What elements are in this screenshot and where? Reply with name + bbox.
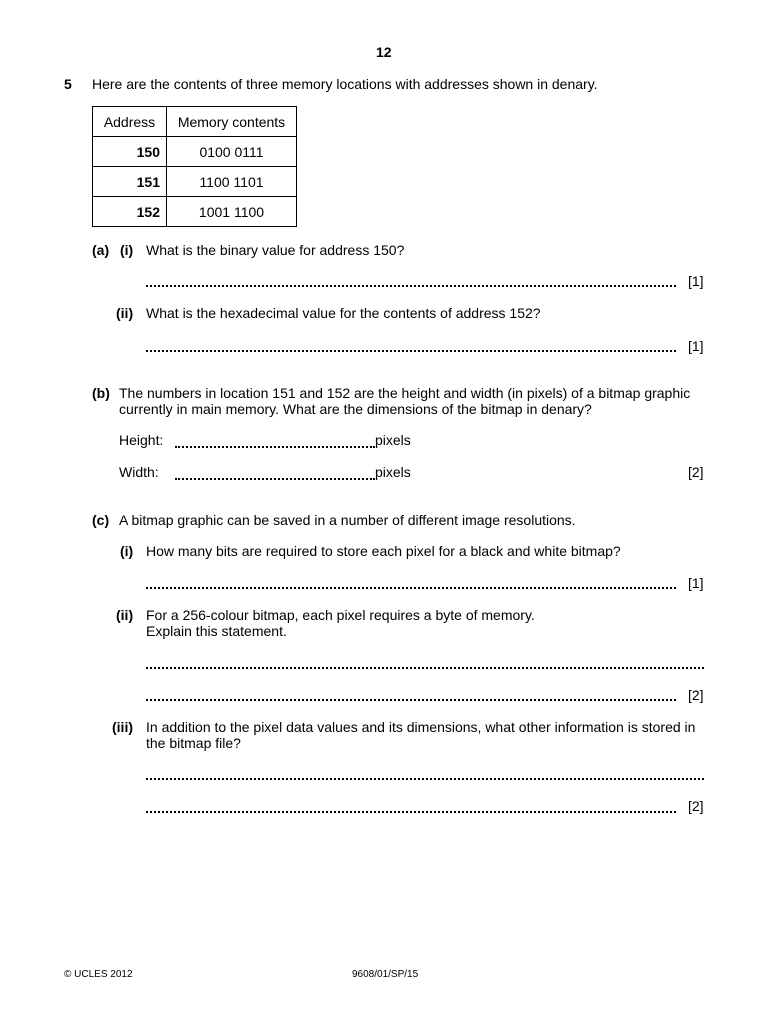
- address-cell: 151: [93, 167, 167, 197]
- answer-line-c-ii-1[interactable]: [146, 667, 704, 669]
- part-a-i-label: (i): [120, 242, 134, 258]
- part-c-ii-line1: For a 256-colour bitmap, each pixel requires a byte of memory.: [146, 607, 535, 623]
- marks-a-i: [1]: [688, 273, 704, 289]
- answer-line-c-iii-2[interactable]: [146, 811, 676, 813]
- part-a-ii-label: (ii): [116, 305, 134, 321]
- part-c-ii-label: (ii): [116, 607, 134, 623]
- table-header-row: [93, 107, 297, 137]
- part-b-text-line2: currently in main memory. What are the dimensions of the bitmap in denary?: [119, 401, 592, 417]
- part-c-i-label: (i): [120, 543, 134, 559]
- part-a-label: (a): [92, 242, 110, 258]
- footer-paper-code: 9608/01/SP/15: [352, 969, 419, 980]
- part-c-text: A bitmap graphic can be saved in a number of different image resolutions.: [119, 512, 576, 528]
- height-answer-line[interactable]: [175, 446, 375, 448]
- answer-line-c-i[interactable]: [146, 587, 676, 589]
- question-number: 5: [64, 76, 72, 92]
- part-c-iii-label: (iii): [112, 719, 133, 735]
- part-a-ii-question: What is the hexadecimal value for the contents of address 152?: [146, 305, 541, 321]
- marks-a-ii: [1]: [688, 338, 704, 354]
- address-cell: 152: [93, 197, 167, 227]
- answer-line-c-iii-1[interactable]: [146, 778, 704, 780]
- marks-c-iii: [2]: [688, 798, 704, 814]
- part-a-i-question: What is the binary value for address 150?: [146, 242, 405, 258]
- answer-line-a-ii[interactable]: [146, 350, 676, 352]
- marks-b: [2]: [688, 464, 704, 480]
- height-label: Height:: [119, 432, 164, 448]
- part-b-text-line1: The numbers in location 151 and 152 are the height and width (in pixels) of a bitmap graphic: [119, 385, 691, 401]
- part-c-i-question: How many bits are required to store each pixel for a black and white bitmap?: [146, 543, 621, 559]
- width-unit: pixels: [375, 464, 411, 480]
- table-row: [93, 137, 297, 167]
- answer-line-c-ii-2[interactable]: [146, 699, 676, 701]
- height-unit: pixels: [375, 432, 411, 448]
- contents-cell: 0100 0111: [167, 137, 297, 167]
- memory-table: [92, 106, 297, 227]
- answer-line-a-i[interactable]: [146, 285, 676, 287]
- column-header-memory-contents: Memory contents: [167, 107, 297, 137]
- part-c-iii-line2: the bitmap file?: [146, 735, 241, 751]
- question-intro: Here are the contents of three memory locations with addresses shown in denary.: [92, 76, 598, 92]
- marks-c-ii: [2]: [688, 687, 704, 703]
- part-c-iii-line1: In addition to the pixel data values and its dimensions, what other information is stored in: [146, 719, 696, 735]
- page-number: 12: [376, 44, 392, 60]
- footer-copyright: © UCLES 2012: [64, 969, 133, 980]
- part-c-ii-line2: Explain this statement.: [146, 623, 287, 639]
- table-row: [93, 197, 297, 227]
- width-label: Width:: [119, 464, 159, 480]
- table-row: [93, 167, 297, 197]
- contents-cell: 1001 1100: [167, 197, 297, 227]
- column-header-address: Address: [93, 107, 167, 137]
- marks-c-i: [1]: [688, 575, 704, 591]
- width-answer-line[interactable]: [175, 478, 375, 480]
- part-c-label: (c): [92, 512, 110, 528]
- part-b-label: (b): [92, 385, 110, 401]
- contents-cell: 1100 1101: [167, 167, 297, 197]
- address-cell: 150: [93, 137, 167, 167]
